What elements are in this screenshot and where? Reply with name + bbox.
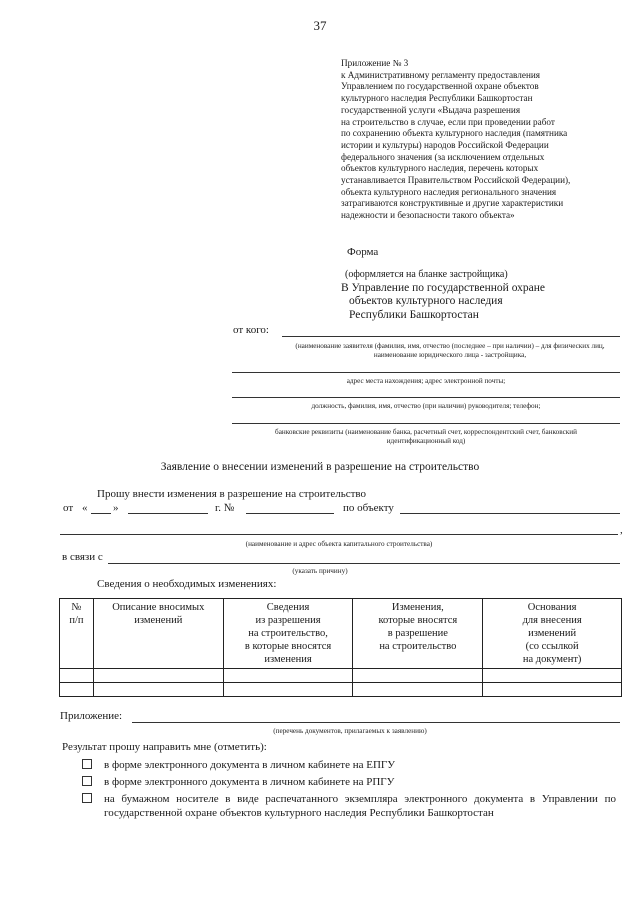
- bank-caption: банковские реквизиты (наименование банка, расчетный счет, корреспондентский счет, банковский идентификационный код): [275, 428, 577, 445]
- quote-open: «: [82, 502, 88, 514]
- page-number: 37: [313, 18, 327, 33]
- attachment-field[interactable]: [132, 722, 620, 723]
- appendix-line: по сохранению объекта культурного наследия (памятника: [341, 128, 568, 139]
- option-epgu-label: в форме электронного документа в личном кабинете на ЕПГУ: [104, 759, 396, 771]
- addressee-line: Республики Башкортостан: [349, 308, 479, 321]
- appendix-line: культурного наследия Республики Башкортостан: [341, 93, 533, 104]
- checkbox-rpgu[interactable]: [82, 776, 92, 786]
- object-caption: (наименование и адрес объекта капитального строительства): [245, 540, 433, 548]
- appendix-line: Приложение № 3: [341, 58, 409, 68]
- from-line[interactable]: [282, 336, 620, 337]
- checkbox-paper[interactable]: [82, 793, 92, 803]
- header-cell-grounds: Основания для внесения изменений (со ссылкой на документ): [483, 599, 622, 669]
- comma: ,: [620, 524, 623, 536]
- header-cell-description: Описание вносимых изменений: [93, 599, 223, 669]
- quote-close: »: [113, 502, 119, 514]
- appendix-line: к Административному регламенту предоставления: [341, 69, 540, 80]
- addressee-block: [341, 268, 545, 322]
- object-name-line[interactable]: [60, 534, 618, 535]
- reason-field[interactable]: [108, 563, 620, 564]
- form-label: Форма: [347, 246, 379, 258]
- appendix-line: федерального значения (за исключением отдельных: [341, 151, 545, 162]
- checkbox-epgu[interactable]: [82, 759, 92, 769]
- by-object-label: по объекту: [343, 502, 394, 514]
- position-line[interactable]: [232, 397, 620, 398]
- appendix-line: затрагиваются конструктивные и другие характеристики: [341, 198, 564, 209]
- appendix-line: на строительство в случае, если при проведении работ: [341, 116, 555, 127]
- appendix-line: Управлением по государственной охране объектов: [341, 81, 539, 92]
- table-row[interactable]: [60, 683, 622, 697]
- appendix-line: истории и культуры) народов Российской Федерации: [341, 139, 549, 150]
- option-epgu[interactable]: [82, 759, 622, 773]
- applicant-caption: (наименование заявителя (фамилия, имя, отчество (последнее – при наличии) – для физических лиц, наименование юридического лица - застройщика,: [295, 342, 605, 359]
- address-caption: адрес места нахождения; адрес электронной почты;: [346, 377, 506, 385]
- changes-table: [59, 598, 622, 697]
- form-note: (оформляется на бланке застройщика): [345, 269, 508, 280]
- table-row[interactable]: [60, 669, 622, 683]
- bank-line[interactable]: [232, 423, 620, 424]
- reason-label: в связи с: [62, 551, 103, 563]
- attachment-label: Приложение:: [60, 710, 123, 722]
- appendix-line: государственной услуги «Выдача разрешения: [341, 104, 521, 115]
- addressee-line: объектов культурного наследия: [349, 295, 503, 307]
- addressee-line: В Управление по государственной охране: [341, 281, 546, 294]
- reason-caption: (указать причину): [292, 567, 348, 575]
- permit-number-field[interactable]: [246, 513, 334, 514]
- option-paper[interactable]: [82, 793, 622, 819]
- month-field[interactable]: [128, 513, 208, 514]
- option-rpgu-label: в форме электронного документа в личном кабинете на РПГУ: [104, 776, 395, 788]
- request-text: Прошу внести изменения в разрешение на строительство: [97, 488, 367, 500]
- from-label: от кого:: [233, 324, 269, 336]
- object-field[interactable]: [400, 513, 620, 514]
- from-prefix: от: [63, 502, 74, 514]
- day-field[interactable]: [91, 513, 111, 514]
- appendix-line: устанавливается Правительством Российской Федерации),: [341, 175, 571, 186]
- appendix-note: [341, 58, 621, 222]
- position-caption: должность, фамилия, имя, отчество (при наличии) руководителя; телефон;: [311, 402, 541, 410]
- address-line[interactable]: [232, 372, 620, 373]
- statement-title: Заявление о внесении изменений в разрешение на строительство: [160, 461, 480, 473]
- option-rpgu[interactable]: [82, 776, 622, 790]
- table-header-row: [60, 599, 622, 669]
- appendix-line: надежности и безопасности такого объекта»: [341, 210, 515, 221]
- header-cell-number: № п/п: [60, 599, 94, 669]
- header-cell-changes: Изменения, которые вносятся в разрешение на строительство: [353, 599, 483, 669]
- appendix-line: объектов культурного наследия, перечень которых: [341, 163, 539, 174]
- appendix-line: объекта культурного наследия регионального значения: [341, 186, 557, 197]
- header-cell-permit-info: Сведения из разрешения на строительство, в которые вносятся изменения: [223, 599, 353, 669]
- changes-heading: Сведения о необходимых изменениях:: [97, 578, 277, 590]
- attachment-caption: (перечень документов, прилагаемых к заявлению): [273, 727, 427, 735]
- option-paper-label: на бумажном носителе в виде распечатанного экземпляра электронного документа в Управлении по государственной охране объектов культурного наследия Республики Башкортостан: [104, 793, 616, 819]
- year-number-label: г. №: [215, 502, 235, 514]
- result-heading: Результат прошу направить мне (отметить):: [62, 741, 267, 753]
